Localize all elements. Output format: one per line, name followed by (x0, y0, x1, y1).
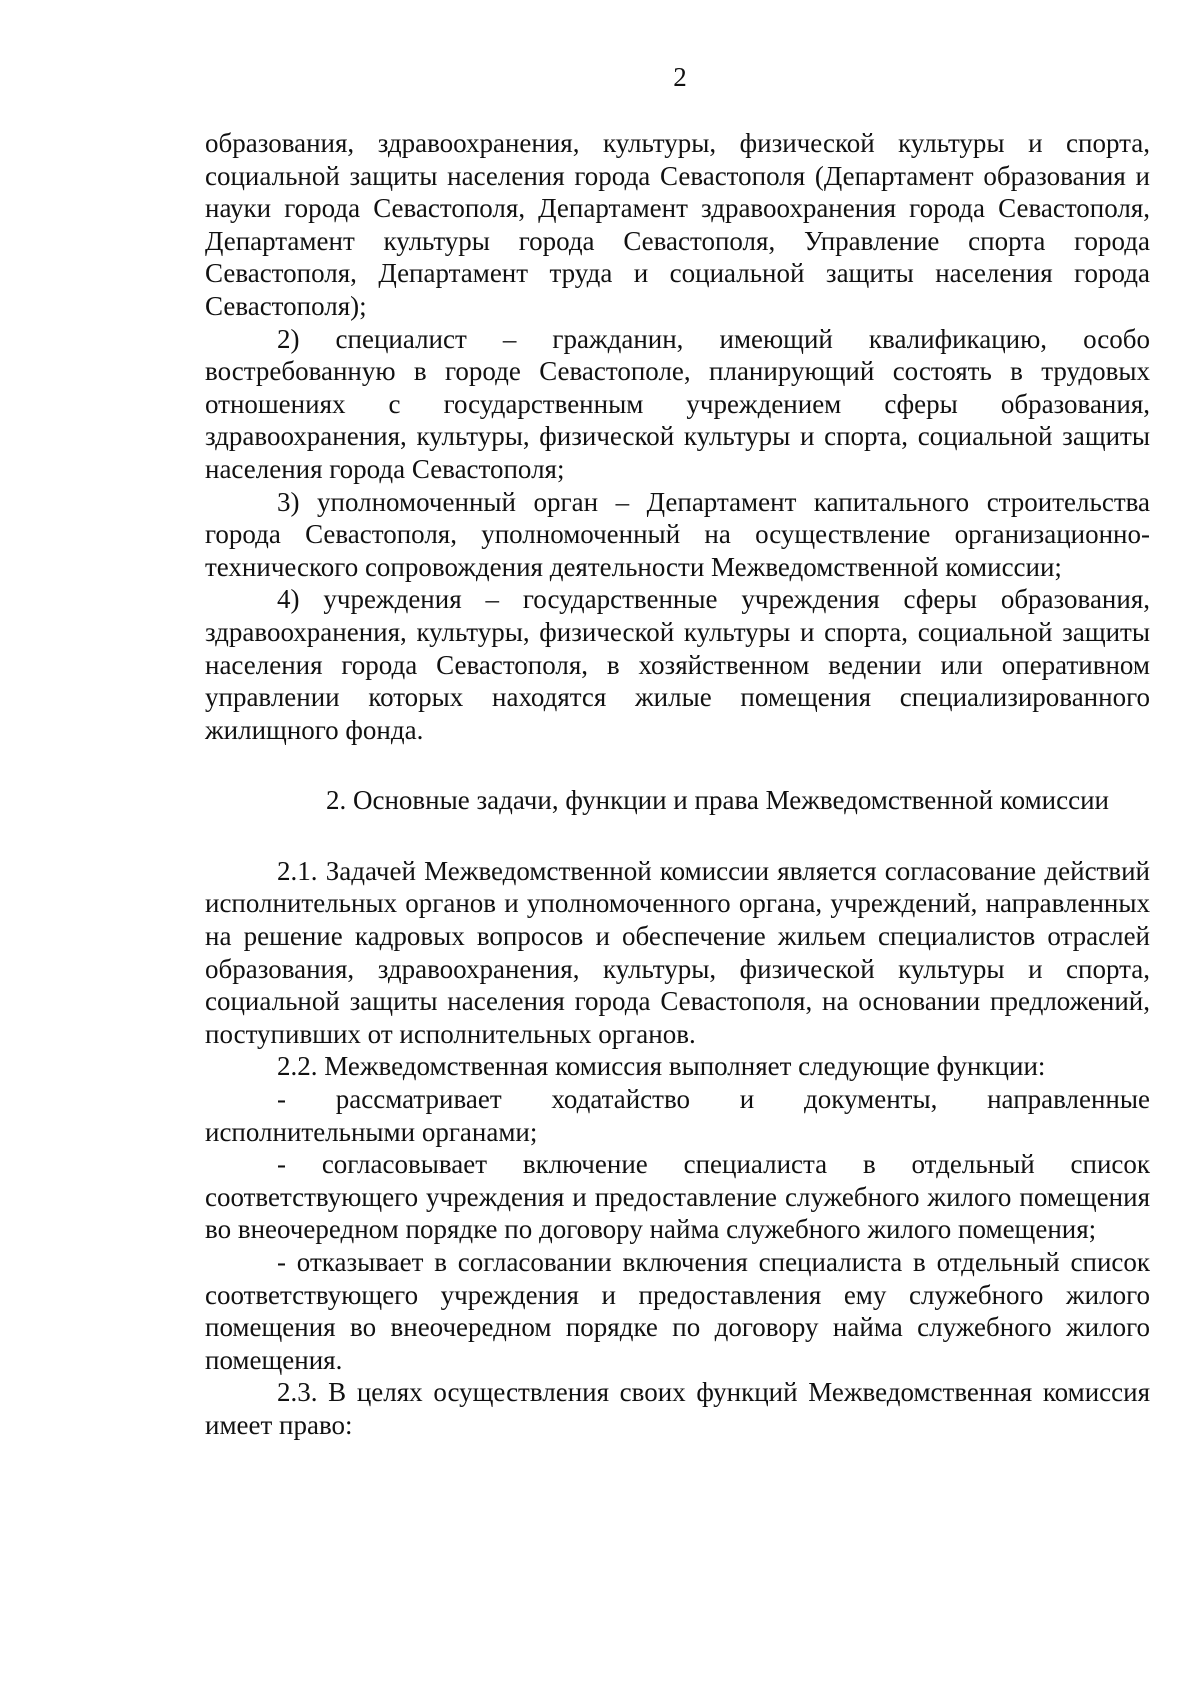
section-heading: 2. Основные задачи, функции и права Межведомственной комиссии (326, 785, 1109, 816)
paragraph: 2.1. Задачей Межведомственной комиссии является согласование действий исполнительных органов и уполномоченного органа, учреждений, направленных на решение кадровых вопросов и обеспечение жильем специалистов отраслей образования, здравоохранения, культуры, физической культуры и спорта, социальной защиты населения города Севастополя, на основании предложений, поступивших от исполнительных органов. (205, 855, 1150, 1049)
document-body (205, 127, 1150, 1442)
paragraph: 2) специалист – гражданин, имеющий квалификацию, особо востребованную в городе Севастополе, планирующий состоять в трудовых отношениях с государственным учреждением сферы образования, здравоохранения, культуры, физической культуры и спорта, социальной защиты населения города Севастополя; (205, 323, 1150, 484)
paragraph: образования, здравоохранения, культуры, физической культуры и спорта, социальной защиты населения города Севастополя (Департамент образования и науки города Севастополя, Департамент здравоохранения города Севастополя, Департамент культуры города Севастополя, Управление спорта города Севастополя, Департамент труда и социальной защиты населения города Севастополя); (205, 128, 1150, 321)
list-item: - согласовывает включение специалиста в отдельный список соответствующего учреждения и предоставление служебного жилого помещения во внеочередном порядке по договору найма служебного жилого помещения; (205, 1149, 1150, 1245)
list-item: - рассматривает ходатайство и документы, направленные исполнительными органами; (205, 1084, 1150, 1147)
paragraph: 2.3. В целях осуществления своих функций Межведомственная комиссия имеет право: (205, 1377, 1150, 1440)
paragraph: 2.2. Межведомственная комиссия выполняет следующие функции: (277, 1051, 1046, 1082)
paragraph: 3) уполномоченный орган – Департамент капитального строительства города Севастополя, уполномоченный на осуществление организационно-технического сопровождения деятельности Межведомственной комиссии; (205, 486, 1150, 582)
page-number: 2 (673, 62, 687, 92)
list-item: - отказывает в согласовании включения специалиста в отдельный список соответствующего учреждения и предоставления ему служебного жилого помещения во внеочередном порядке по договору найма служебного жилого помещения. (205, 1247, 1150, 1375)
paragraph: 4) учреждения – государственные учреждения сферы образования, здравоохранения, культуры, физической культуры и спорта, социальной защиты населения города Севастополя, в хозяйственном ведении или оперативном управлении которых находятся жилые помещения специализированного жилищного фонда. (205, 584, 1150, 745)
